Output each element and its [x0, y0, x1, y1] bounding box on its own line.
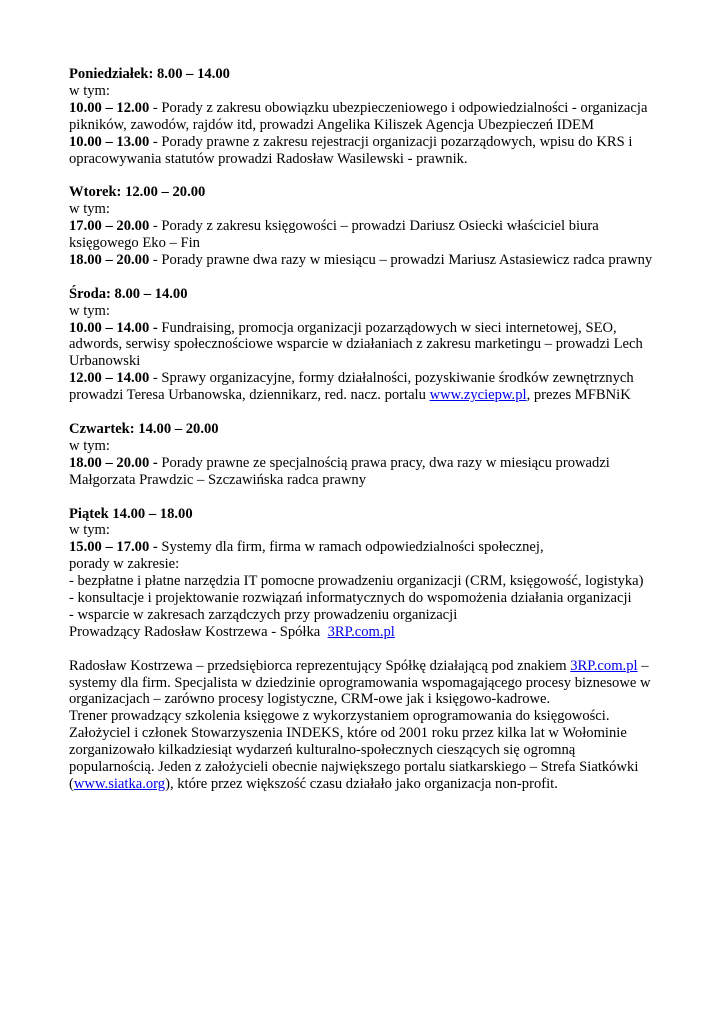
- monday-item-1-line-2: pikników, zawodów, rajdów itd, prowadzi Angelika Kiliszek Agencja Ubezpieczeń IDEM: [69, 116, 594, 133]
- time-range: 10.00 – 13.00: [69, 133, 150, 150]
- wednesday-item-2-line-2: [69, 387, 669, 404]
- time-range: 10.00 – 14.00 -: [69, 319, 158, 336]
- friday-section: [69, 506, 669, 641]
- friday-heading: Piątek 14.00 – 18.00: [69, 505, 193, 522]
- thursday-item-1-line-2: Małgorzata Prawdzic – Szczawińska radca prawny: [69, 471, 367, 488]
- thursday-heading: Czwartek: 14.00 – 20.00: [69, 420, 219, 437]
- tuesday-item-1-line-2: księgowego Eko – Fin: [69, 235, 200, 252]
- document-page: [69, 66, 669, 810]
- thursday-item-1-line-1: [69, 455, 669, 472]
- time-range: 18.00 – 20.00 -: [69, 454, 158, 471]
- lead-text: Prowadzący Radosław Kostrzewa - Spółka: [69, 623, 328, 640]
- item-text: - Porady z zakresu księgowości – prowadzi Dariusz Osiecki właściciel biura: [149, 218, 599, 235]
- bio-text: (: [69, 775, 74, 792]
- wednesday-heading: Środa: 8.00 – 14.00: [69, 285, 188, 302]
- friday-bullet-2: - konsultacje i projektowanie rozwiązań informatycznych do wspomożenia działania organizacji: [69, 590, 632, 607]
- thursday-section: [69, 421, 669, 489]
- tuesday-wtym: w tym:: [69, 201, 110, 218]
- time-range: 15.00 – 17.00 -: [69, 539, 158, 556]
- item-text: - Porady prawne z zakresu rejestracji organizacji pozarządowych, wpisu do KRS i: [149, 133, 633, 150]
- bio-line-3: organizacjach – zarówno procesy logistyczne, CRM-owe jak i księgowo-kadrowe.: [69, 691, 551, 708]
- bio-line-6: zorganizowało kilkadziesiąt wydarzeń kulturalno-społecznych cieszących się ogromną: [69, 742, 576, 759]
- 3rp-link[interactable]: 3RP.com.pl: [327, 623, 395, 640]
- siatka-link[interactable]: www.siatka.org: [73, 775, 166, 792]
- time-range: 12.00 – 14.00: [69, 370, 150, 387]
- item-text: - Porady z zakresu obowiązku ubezpieczeniowego i odpowiedzialności - organizacja: [149, 99, 648, 116]
- bio-line-2: systemy dla firm. Specjalista w dziedzinie oprogramowania wspomagającego procesy biznesowe w: [69, 674, 651, 691]
- zyciepw-link[interactable]: www.zyciepw.pl: [429, 387, 527, 404]
- item-text: Porady prawne ze specjalnością prawa pracy, dwa razy w miesiącu prowadzi: [157, 454, 610, 471]
- thursday-wtym: w tym:: [69, 437, 110, 454]
- bio-line-8: [69, 776, 669, 793]
- tuesday-item-2-line-1: [69, 252, 669, 269]
- time-range: 18.00 – 20.00: [69, 251, 150, 268]
- bio-line-4: Trener prowadzący szkolenia księgowe z wykorzystaniem oprogramowania do księgowości.: [69, 708, 610, 725]
- bio-line-7: popularnością. Jeden z założycieli obecnie największego portalu siatkarskiego – Strefa Siatkówki: [69, 759, 639, 776]
- wednesday-wtym: w tym:: [69, 302, 110, 319]
- bio-section: [69, 658, 669, 793]
- time-range: 17.00 – 20.00: [69, 218, 150, 235]
- monday-section: [69, 66, 669, 167]
- friday-bullet-1: - bezpłatne i płatne narzędzia IT pomocne prowadzeniu organizacji (CRM, księgowość, logistyka): [69, 573, 644, 590]
- monday-wtym: w tym:: [69, 82, 110, 99]
- tuesday-item-1-line-1: [69, 218, 669, 235]
- bio-line-5: Założyciel i członek Stowarzyszenia INDEKS, które od 2001 roku przez kilka lat w Wołominie: [69, 725, 627, 742]
- wednesday-item-1-line-3: Urbanowski: [69, 353, 141, 370]
- tuesday-heading: Wtorek: 12.00 – 20.00: [69, 184, 206, 201]
- friday-wtym: w tym:: [69, 522, 110, 539]
- item-text: , prezes MFBNiK: [526, 387, 631, 404]
- wednesday-item-1-line-2: adwords, serwisy społecznościowe wsparcie w działaniach z zakresu marketingu – prowadzi Lech: [69, 336, 643, 353]
- monday-item-1-line-1: [69, 100, 669, 117]
- monday-item-2-line-2: opracowywania statutów prowadzi Radosław Wasilewski - prawnik.: [69, 150, 468, 167]
- bio-text: Radosław Kostrzewa – przedsiębiorca reprezentujący Spółkę działającą pod znakiem: [69, 657, 571, 674]
- time-range: 10.00 – 12.00: [69, 99, 150, 116]
- friday-bullet-3: - wsparcie w zakresach zarządczych przy prowadzeniu organizacji: [69, 606, 458, 623]
- bio-line-1: [69, 658, 669, 675]
- friday-lead: [69, 624, 669, 641]
- item-text: Systemy dla firm, firma w ramach odpowiedzialności społecznej,: [157, 539, 544, 556]
- wednesday-item-1-line-1: [69, 320, 669, 337]
- tuesday-section: [69, 184, 669, 269]
- 3rp-link-bio[interactable]: 3RP.com.pl: [570, 657, 638, 674]
- monday-heading: Poniedziałek: 8.00 – 14.00: [69, 66, 230, 82]
- monday-item-2-line-1: [69, 134, 669, 151]
- bio-text: ), które przez większość czasu działało jako organizacja non-profit.: [165, 775, 558, 792]
- item-text: Fundraising, promocja organizacji pozarządowych w sieci internetowej, SEO,: [157, 319, 617, 336]
- bio-text: –: [637, 657, 649, 674]
- item-text: - Sprawy organizacyjne, formy działalności, pozyskiwanie środków zewnętrznych: [149, 370, 634, 387]
- wednesday-section: [69, 286, 669, 404]
- item-text: prowadzi Teresa Urbanowska, dziennikarz, red. nacz. portalu: [69, 387, 430, 404]
- wednesday-item-2-line-1: [69, 370, 669, 387]
- item-text: - Porady prawne dwa razy w miesiącu – prowadzi Mariusz Astasiewicz radca prawny: [149, 251, 653, 268]
- friday-line-2: porady w zakresie:: [69, 556, 180, 573]
- friday-line-1: [69, 539, 669, 556]
